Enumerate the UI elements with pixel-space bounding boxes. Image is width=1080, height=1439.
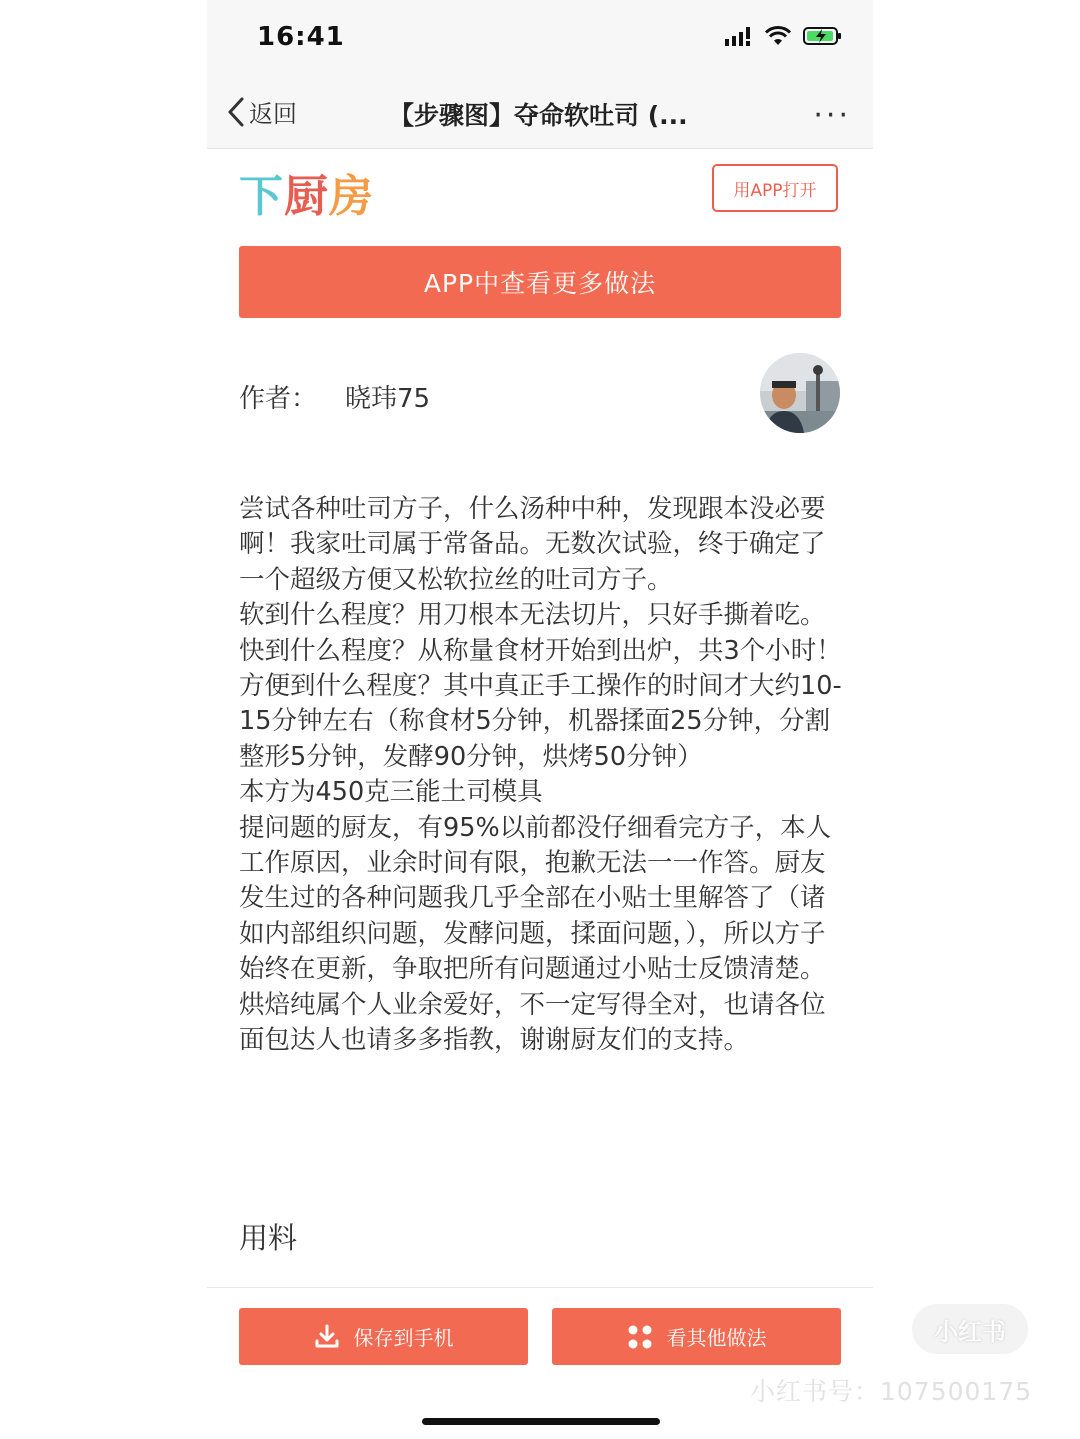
watermark-id: 小红书号：107500175 [750,1377,1033,1406]
status-icons [725,26,843,46]
more-menu-button[interactable]: ··· [813,98,851,133]
ingredients-heading: 用料 [239,1221,298,1255]
status-bar [207,0,873,78]
divider [207,1287,873,1288]
other-methods-label: 看其他做法 [666,1326,767,1350]
status-time: 16:41 [257,22,345,52]
back-label: 返回 [249,100,297,128]
battery-charging-icon [803,26,843,46]
avatar-photo [760,353,840,433]
author-row [239,378,430,415]
other-methods-button[interactable] [552,1308,841,1365]
logo-char-3: 房 [329,171,374,222]
view-more-in-app-banner[interactable]: APP中查看更多做法 [239,246,841,318]
open-in-app-button[interactable]: 用APP打开 [712,164,838,212]
author-avatar[interactable] [760,353,840,433]
description-paragraph: 本方为450克三能土司模具 [239,777,543,808]
chevron-left-icon [227,97,245,127]
save-to-phone-label: 保存到手机 [353,1326,454,1350]
logo-char-1: 下 [239,171,284,222]
signal-icon [725,26,753,46]
logo-char-2: 厨 [284,171,329,222]
author-name[interactable]: 晓玮75 [345,384,431,414]
grid-dots-icon [627,1324,653,1350]
home-indicator [422,1418,660,1425]
description-paragraph: 方便到什么程度？其中真正手工操作的时间才大约10-15分钟左右（称食材5分钟，机器揉面25分钟，分割整形5分钟，发酵90分钟，烘烤50分钟） [239,671,842,772]
author-label: 作者： [239,384,318,414]
description-paragraph: 尝试各种吐司方子，什么汤种中种，发现跟本没必要啊！我家吐司属于常备品。无数次试验，终于确定了一个超级方便又松软拉丝的吐司方子。 [239,494,826,595]
recipe-description [239,492,844,1059]
page-title: 【步骤图】夺命软吐司 (... [389,101,688,130]
save-to-phone-button[interactable] [239,1308,528,1365]
back-button[interactable] [227,94,297,129]
wifi-icon [765,26,791,46]
watermark-logo: 小红书 [912,1304,1028,1354]
description-paragraph: 提问题的厨友，有95%以前都没仔细看完方子，本人工作原因，业余时间有限，抱歉无法一一作答。厨友发生过的各种问题我几乎全部在小贴士里解答了（诸如内部组织问题，发酵问题，揉面问题，），所以方子始终在更新，争取把所有问题通过小贴士反馈清楚。烘焙纯属个人业余爱好，不一定写得全对，也请各位面包达人也请多多指教，谢谢厨友们的支持。 [239,812,832,1056]
download-icon [314,1324,340,1350]
description-paragraph: 软到什么程度？用刀根本无法切片，只好手撕着吃。 [239,600,826,631]
nav-bar [207,78,873,149]
phone-screen [207,0,873,1439]
description-paragraph: 快到什么程度？从称量食材开始到出炉，共3个小时！ [239,635,842,666]
app-logo [239,160,374,224]
